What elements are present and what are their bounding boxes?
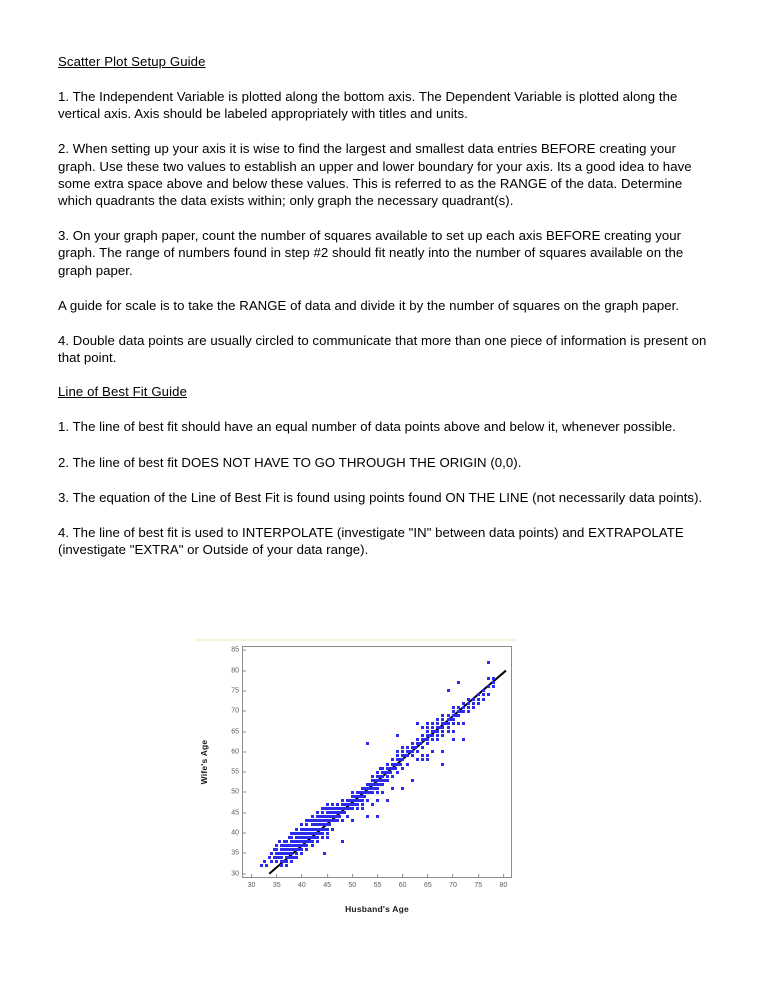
scatter-point xyxy=(416,750,419,753)
scatter-point xyxy=(399,763,402,766)
scatter-point xyxy=(391,775,394,778)
scatter-point xyxy=(295,828,298,831)
scatter-point xyxy=(343,811,346,814)
y-axis-tick-label: 70 xyxy=(231,708,243,715)
scatter-plot-figure xyxy=(196,639,517,920)
scatter-point xyxy=(431,750,434,753)
scatter-point xyxy=(290,836,293,839)
scatter-point xyxy=(487,661,490,664)
scatter-point xyxy=(411,779,414,782)
scatter-point xyxy=(452,718,455,721)
scatter-point xyxy=(396,734,399,737)
y-axis-tick-label: 30 xyxy=(231,870,243,877)
scatter-point xyxy=(260,864,263,867)
scatter-point xyxy=(386,779,389,782)
scatter-point xyxy=(391,787,394,790)
scatter-point xyxy=(452,738,455,741)
scatter-point xyxy=(328,823,331,826)
scatter-point xyxy=(381,783,384,786)
y-axis-tick-label: 85 xyxy=(231,647,243,654)
scatter-point xyxy=(285,840,288,843)
scatter-point xyxy=(406,763,409,766)
scatter-point xyxy=(305,844,308,847)
scatter-point xyxy=(275,860,278,863)
scatter-point xyxy=(338,815,341,818)
y-axis-tick-label: 60 xyxy=(231,748,243,755)
scatter-point xyxy=(472,698,475,701)
x-axis-tick-label: 50 xyxy=(348,877,356,889)
scatter-point xyxy=(323,852,326,855)
scatter-point xyxy=(431,726,434,729)
scatter-point xyxy=(401,767,404,770)
scatter-point xyxy=(386,775,389,778)
x-axis-tick-label: 60 xyxy=(399,877,407,889)
scatter-point xyxy=(436,738,439,741)
document-body xyxy=(58,54,710,558)
scatter-point xyxy=(366,799,369,802)
scatter-point xyxy=(431,722,434,725)
scatter-point xyxy=(321,836,324,839)
scatter-point xyxy=(316,840,319,843)
scatter-point xyxy=(487,693,490,696)
scatter-point xyxy=(447,714,450,717)
scatter-point xyxy=(452,710,455,713)
scatter-point xyxy=(311,815,314,818)
x-axis-tick-label: 35 xyxy=(273,877,281,889)
scatter-point xyxy=(381,767,384,770)
scatter-point xyxy=(416,758,419,761)
scatter-point xyxy=(467,702,470,705)
scatter-point xyxy=(300,848,303,851)
y-axis-tick-label: 55 xyxy=(231,769,243,776)
scatter-point xyxy=(431,738,434,741)
scatter-point xyxy=(270,852,273,855)
scatter-point xyxy=(452,722,455,725)
scatter-point xyxy=(492,681,495,684)
scatter-point xyxy=(290,860,293,863)
scatter-point xyxy=(436,718,439,721)
scatter-point xyxy=(326,832,329,835)
scatter-point xyxy=(311,840,314,843)
scatter-point xyxy=(363,795,366,798)
scatter-point xyxy=(477,702,480,705)
scatter-point xyxy=(376,771,379,774)
scatter-point xyxy=(275,848,278,851)
scatter-point xyxy=(467,706,470,709)
section-heading: Line of Best Fit Guide xyxy=(58,384,188,400)
scatter-point xyxy=(300,823,303,826)
scatter-point xyxy=(396,750,399,753)
scatter-point xyxy=(270,860,273,863)
scatter-point xyxy=(305,848,308,851)
scatter-point xyxy=(336,819,339,822)
scatter-point xyxy=(381,791,384,794)
scatter-point xyxy=(436,730,439,733)
scatter-point xyxy=(321,832,324,835)
scatter-point xyxy=(492,677,495,680)
body-paragraph: 2. When setting up your axis it is wise to find the largest and smallest data entries BEFORE creating your graph. Use these two values to establish an upper and lower boundary for your axis. Its a good idea to have some extra space above and below these values. This is referred to as the RANGE of the data. Determine which quadrants the data exists within; only graph the necessary quadrant(s). xyxy=(58,141,692,209)
scatter-point xyxy=(426,722,429,725)
x-axis-tick-label: 45 xyxy=(323,877,331,889)
scatter-point xyxy=(278,840,281,843)
scatter-point xyxy=(421,758,424,761)
scatter-point xyxy=(336,803,339,806)
scatter-point xyxy=(401,750,404,753)
scatter-point xyxy=(462,722,465,725)
scatter-point xyxy=(396,771,399,774)
body-paragraph: 1. The line of best fit should have an equal number of data points above and below it, whenever possible. xyxy=(58,419,676,435)
scatter-point xyxy=(447,689,450,692)
scatter-point xyxy=(371,803,374,806)
scatter-point xyxy=(285,860,288,863)
scatter-point xyxy=(361,803,364,806)
scatter-point xyxy=(441,726,444,729)
scatter-point xyxy=(371,791,374,794)
body-paragraph: A guide for scale is to take the RANGE of data and divide it by the number of squares on the graph paper. xyxy=(58,297,680,313)
scatter-point xyxy=(366,742,369,745)
y-axis-tick-label: 65 xyxy=(231,728,243,735)
scatter-point xyxy=(396,754,399,757)
scatter-point xyxy=(419,742,422,745)
section-heading: Scatter Plot Setup Guide xyxy=(58,54,206,69)
scatter-point xyxy=(305,823,308,826)
scatter-point xyxy=(376,799,379,802)
chart-plot-area xyxy=(231,646,512,889)
x-axis-tick-label: 75 xyxy=(474,877,482,889)
y-axis-tick-label: 45 xyxy=(231,809,243,816)
scatter-point xyxy=(447,726,450,729)
scatter-point xyxy=(376,791,379,794)
scatter-point xyxy=(447,730,450,733)
scatter-point xyxy=(361,807,364,810)
x-axis-tick-label: 30 xyxy=(248,877,256,889)
x-axis-tick-label: 65 xyxy=(424,877,432,889)
scatter-point xyxy=(376,787,379,790)
scatter-point xyxy=(477,693,480,696)
scatter-point xyxy=(321,811,324,814)
scatter-point xyxy=(441,750,444,753)
scatter-point xyxy=(341,819,344,822)
scatter-point xyxy=(462,738,465,741)
scatter-point xyxy=(462,706,465,709)
scatter-point xyxy=(331,803,334,806)
scatter-point xyxy=(472,702,475,705)
scatter-point xyxy=(300,852,303,855)
scatter-point xyxy=(290,852,293,855)
body-paragraph: 4. The line of best fit is used to INTERPOLATE (investigate "IN" between data points) and EXTRAPOLATE (investigate "EXTRA" or Outside of your data range). xyxy=(58,525,684,558)
scatter-point xyxy=(275,844,278,847)
scatter-point xyxy=(426,742,429,745)
scatter-point xyxy=(421,726,424,729)
scatter-point xyxy=(426,738,429,741)
scatter-point xyxy=(406,754,409,757)
scatter-point xyxy=(356,803,359,806)
scatter-point xyxy=(406,746,409,749)
body-paragraph: 3. On your graph paper, count the number of squares available to set up each axis BEFORE creating your graph. The range of numbers found in step #2 should fit neatly into the number of squares available on the graph paper. xyxy=(58,228,684,278)
scatter-point xyxy=(421,754,424,757)
scatter-point xyxy=(331,828,334,831)
x-axis-tick-label: 40 xyxy=(298,877,306,889)
body-paragraph: 1. The Independent Variable is plotted along the bottom axis. The Dependent Variable is plotted along the vertical axis. Axis should be labeled appropriately with titles and units. xyxy=(58,89,678,122)
scatter-point xyxy=(371,775,374,778)
scatter-point xyxy=(426,730,429,733)
scatter-point xyxy=(386,763,389,766)
scatter-point xyxy=(316,836,319,839)
y-axis-tick-label: 40 xyxy=(231,830,243,837)
scatter-point xyxy=(263,860,266,863)
scatter-point xyxy=(482,698,485,701)
scatter-point xyxy=(295,852,298,855)
scatter-point xyxy=(436,722,439,725)
scatter-point xyxy=(411,754,414,757)
chart-plot-inner xyxy=(231,646,511,889)
scatter-point xyxy=(477,698,480,701)
scatter-point xyxy=(411,750,414,753)
scatter-point xyxy=(447,722,450,725)
scatter-point xyxy=(285,864,288,867)
chart-x-axis-label: Husband's Age xyxy=(345,904,409,914)
body-paragraph: 2. The line of best fit DOES NOT HAVE TO GO THROUGH THE ORIGIN (0,0). xyxy=(58,454,522,470)
scatter-point xyxy=(386,799,389,802)
scatter-point xyxy=(280,856,283,859)
scatter-point xyxy=(482,689,485,692)
scatter-point xyxy=(452,730,455,733)
scatter-point xyxy=(265,864,268,867)
scatter-point xyxy=(472,706,475,709)
x-axis-tick-label: 80 xyxy=(500,877,508,889)
scatter-point xyxy=(487,677,490,680)
scatter-point xyxy=(426,754,429,757)
scatter-point xyxy=(492,685,495,688)
scatter-point xyxy=(391,758,394,761)
scatter-point xyxy=(401,758,404,761)
scatter-point xyxy=(268,856,271,859)
scatter-point xyxy=(316,811,319,814)
chart-canvas xyxy=(196,641,517,920)
scatter-point xyxy=(351,791,354,794)
scatter-point xyxy=(356,807,359,810)
scatter-point xyxy=(436,734,439,737)
scatter-point xyxy=(381,775,384,778)
scatter-point xyxy=(280,864,283,867)
x-axis-tick-label: 70 xyxy=(449,877,457,889)
scatter-point xyxy=(457,714,460,717)
scatter-point xyxy=(441,718,444,721)
y-axis-tick-label: 35 xyxy=(231,850,243,857)
scatter-point xyxy=(457,681,460,684)
scatter-point xyxy=(401,787,404,790)
scatter-point xyxy=(346,815,349,818)
scatter-point xyxy=(326,836,329,839)
scatter-point xyxy=(441,763,444,766)
scatter-point xyxy=(431,734,434,737)
scatter-point xyxy=(361,799,364,802)
body-paragraph: 3. The equation of the Line of Best Fit is found using points found ON THE LINE (not necessarily data points). xyxy=(58,489,703,505)
chart-y-axis-label: Wife's Age xyxy=(199,739,209,785)
scatter-point xyxy=(441,714,444,717)
scatter-point xyxy=(441,734,444,737)
scatter-point xyxy=(467,710,470,713)
scatter-point xyxy=(389,771,392,774)
scatter-point xyxy=(457,722,460,725)
scatter-point xyxy=(487,685,490,688)
scatter-point xyxy=(421,746,424,749)
scatter-point xyxy=(366,815,369,818)
scatter-point xyxy=(411,742,414,745)
x-axis-tick-label: 55 xyxy=(374,877,382,889)
scatter-point xyxy=(351,819,354,822)
scatter-point xyxy=(376,815,379,818)
scatter-point xyxy=(326,828,329,831)
scatter-point xyxy=(311,844,314,847)
scatter-point xyxy=(351,807,354,810)
scatter-point xyxy=(426,758,429,761)
scatter-point xyxy=(457,706,460,709)
scatter-point xyxy=(326,803,329,806)
scatter-point xyxy=(421,734,424,737)
scatter-point xyxy=(416,722,419,725)
scatter-point xyxy=(341,799,344,802)
scatter-point xyxy=(414,746,417,749)
scatter-point xyxy=(452,706,455,709)
scatter-point xyxy=(401,746,404,749)
y-axis-tick-label: 80 xyxy=(231,667,243,674)
y-axis-tick-label: 75 xyxy=(231,687,243,694)
scatter-point xyxy=(482,693,485,696)
scatter-point xyxy=(394,767,397,770)
scatter-point xyxy=(341,840,344,843)
scatter-point xyxy=(295,856,298,859)
scatter-point xyxy=(416,738,419,741)
scatter-point xyxy=(426,726,429,729)
scatter-point xyxy=(467,698,470,701)
scatter-point xyxy=(462,710,465,713)
scatter-point xyxy=(462,702,465,705)
y-axis-tick-label: 50 xyxy=(231,789,243,796)
scatter-point xyxy=(441,730,444,733)
body-paragraph: 4. Double data points are usually circled to communicate that more than one piece of information is present on that point. xyxy=(58,333,707,366)
